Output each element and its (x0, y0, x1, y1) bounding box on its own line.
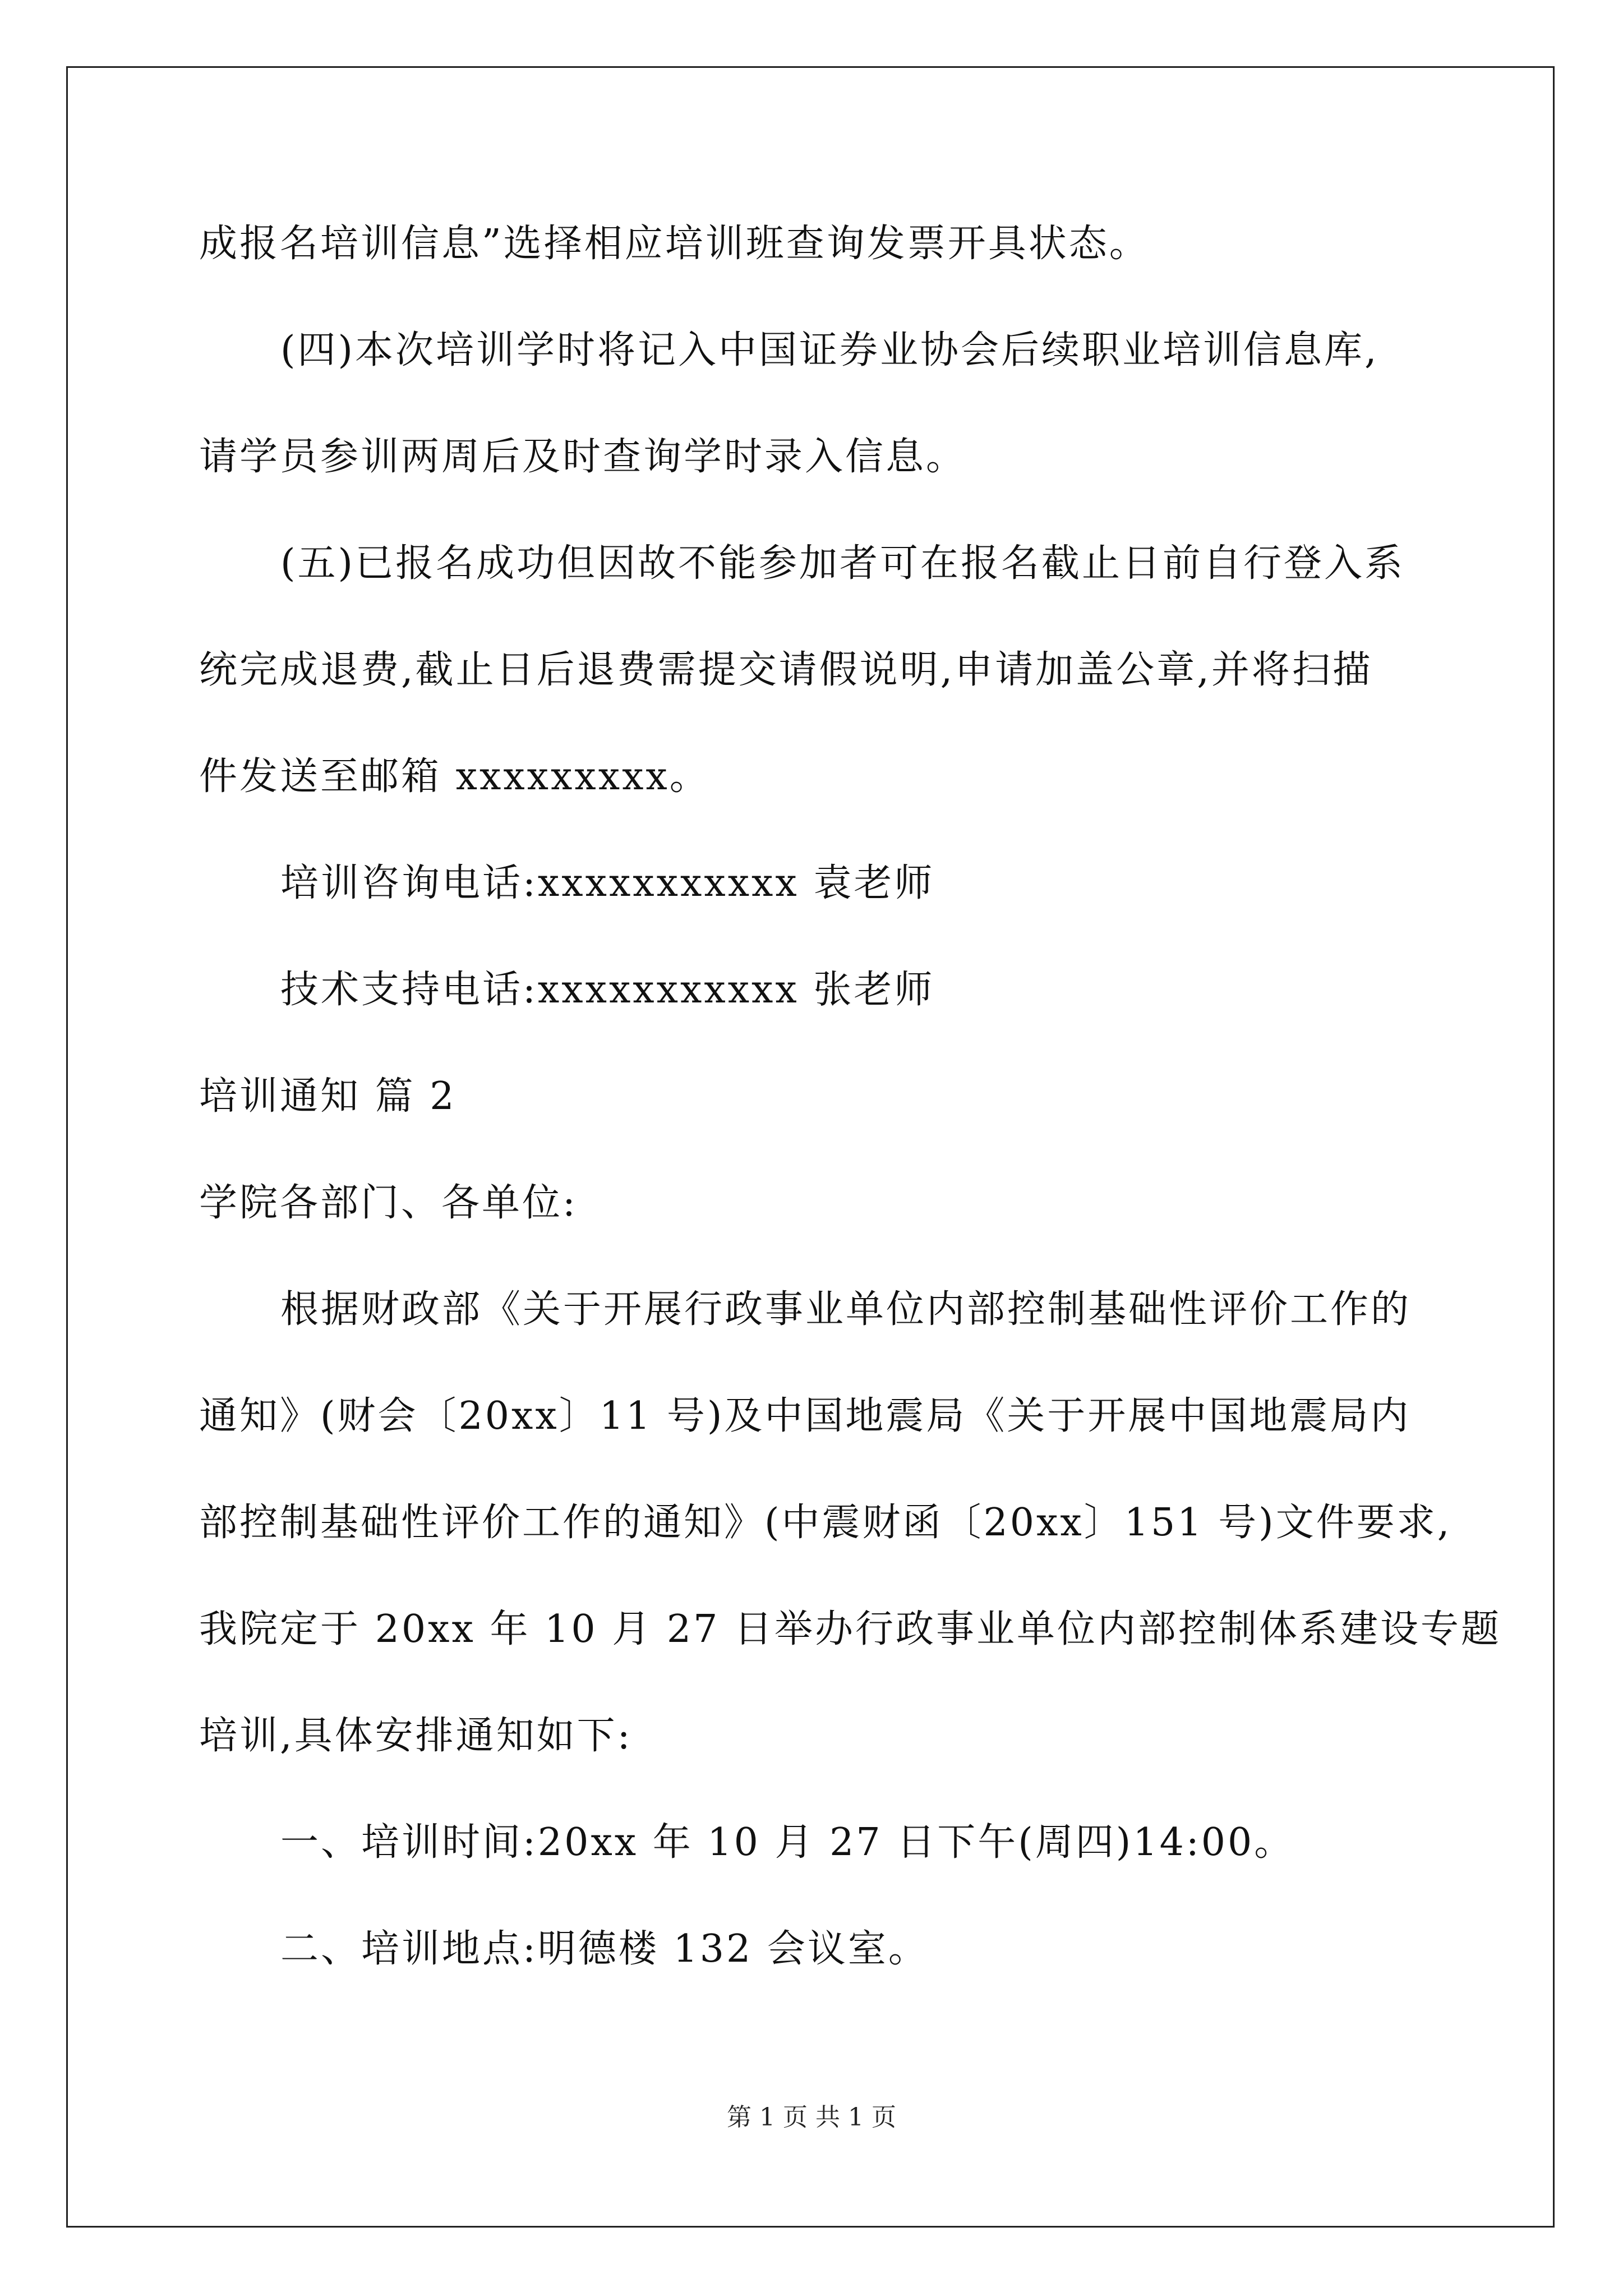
contact-line: 技术支持电话:xxxxxxxxxxx 张老师 (280, 968, 935, 1012)
paragraph-line: 部控制基础性评价工作的通知》(中震财函〔20xx〕151 号)文件要求, (199, 1501, 1452, 1545)
paragraph-line: 请学员参训两周后及时查询学时录入信息。 (199, 435, 967, 479)
paragraph-line: 我院定于 20xx 年 10 月 27 日举办行政事业单位内部控制体系建设专题 (199, 1607, 1501, 1651)
salutation: 学院各部门、各单位: (199, 1181, 578, 1225)
list-item: 一、培训时间:20xx 年 10 月 27 日下午(周四)14:00。 (280, 1820, 1295, 1865)
contact-line: 培训咨询电话:xxxxxxxxxxx 袁老师 (280, 861, 935, 905)
document-body (199, 191, 1501, 2003)
list-item: 二、培训地点:明德楼 132 会议室。 (280, 1927, 929, 1971)
paragraph-line: 件发送至邮箱 xxxxxxxxx。 (199, 754, 710, 799)
paragraph-line: 通知》(财会〔20xx〕11 号)及中国地震局《关于开展中国地震局内 (199, 1394, 1411, 1438)
paragraph-line: 统完成退费,截止日后退费需提交请假说明,申请加盖公章,并将扫描 (199, 648, 1373, 692)
paragraph-line: 成报名培训信息”选择相应培训班查询发票开具状态。 (199, 222, 1150, 266)
paragraph-line: 培训,具体安排通知如下: (199, 1714, 633, 1758)
page-number: 第 1 页 共 1 页 (727, 2103, 896, 2132)
paragraph-line: 根据财政部《关于开展行政事业单位内部控制基础性评价工作的 (280, 1287, 1412, 1332)
paragraph-line: (四)本次培训学时将记入中国证券业协会后续职业培训信息库, (280, 328, 1379, 372)
paragraph-line: (五)已报名成功但因故不能参加者可在报名截止日前自行登入系 (280, 541, 1405, 586)
section-heading: 培训通知 篇 2 (199, 1074, 457, 1119)
